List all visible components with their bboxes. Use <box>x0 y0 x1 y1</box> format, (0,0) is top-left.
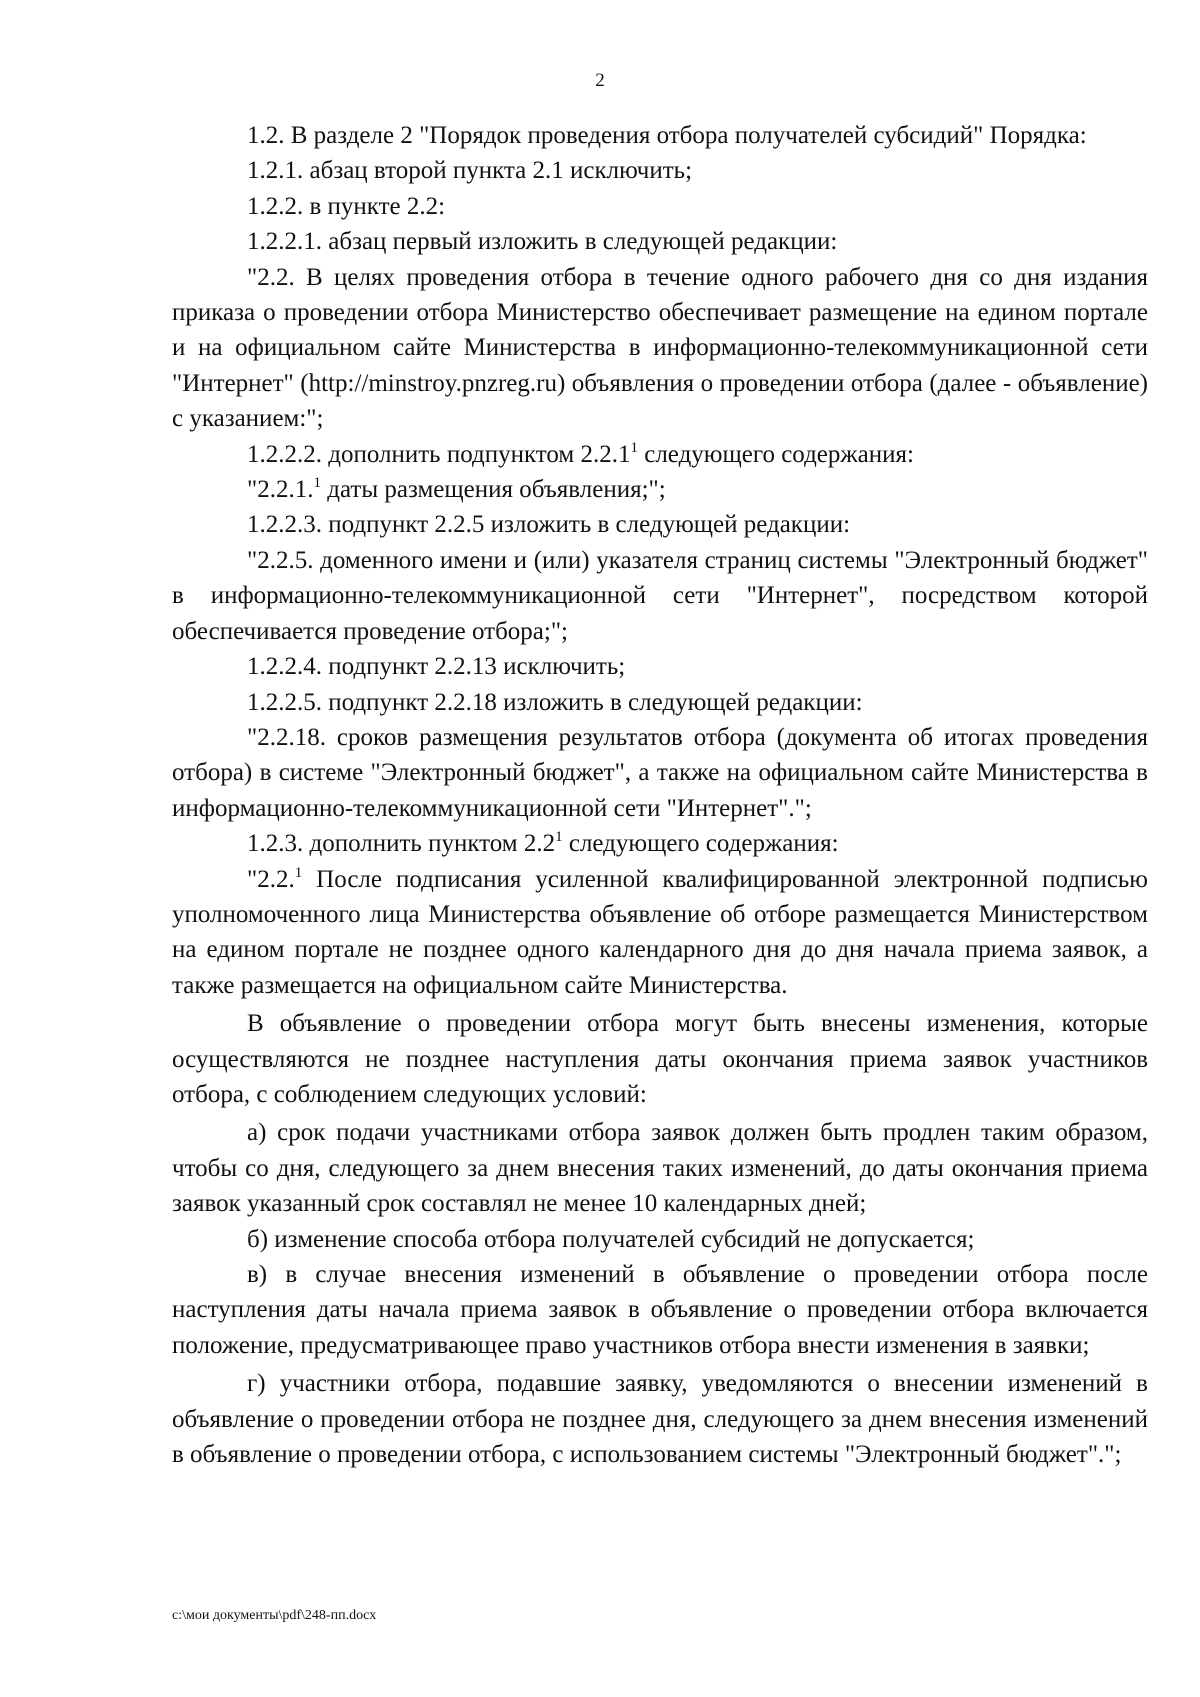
footer-file-path: c:\мои документы\pdf\248-пп.docx <box>172 1608 377 1623</box>
paragraph-1-2: 1.2. В разделе 2 "Порядок проведения отбора получателей субсидий" Порядка: <box>247 122 1087 149</box>
superscript: 1 <box>555 829 563 846</box>
paragraph-item-a: а) срок подачи участниками отбора заявок должен быть продлен таким образом, чтобы со дня, следующего за днем внесения таких изменений, до даты окончания приема заявок указанный срок составлял не менее 10 календарных дней; <box>172 1119 1148 1218</box>
paragraph-text: После подписания усиленной квалифицированной электронной подписью уполномоченного лица Министерства объявление об отборе размещается Министерством на едином портале не позднее одного календарного дня до дня начала приема заявок, а также размещается на официальном сайте Министерства. <box>172 865 1148 999</box>
paragraph-quote-2-2-1-1 <box>172 472 1148 507</box>
paragraph-changes-intro: В объявление о проведении отбора могут быть внесены изменения, которые осуществляются не позднее наступления даты окончания приема заявок участников отбора, с соблюдением следующих условий: <box>172 1010 1148 1108</box>
paragraph-text: даты размещения объявления;"; <box>320 476 666 504</box>
paragraph-text: "2.2. <box>247 865 295 893</box>
paragraph-text: 1.2.3. дополнить пунктом 2.2 <box>247 830 556 858</box>
paragraph-text: 1.2.2.2. дополнить подпунктом 2.2.1 <box>247 440 631 468</box>
paragraph-text: следующего содержания: <box>637 440 914 468</box>
paragraph-1-2-1: 1.2.1. абзац второй пункта 2.1 исключить; <box>247 157 693 185</box>
paragraph-text: "2.2.1. <box>247 476 314 504</box>
paragraph-text: следующего содержания: <box>562 830 839 858</box>
paragraph-1-2-2-5: 1.2.2.5. подпункт 2.2.18 изложить в следующей редакции: <box>247 688 863 716</box>
superscript: 1 <box>630 439 638 456</box>
paragraph-item-g: г) участники отбора, подавшие заявку, уведомляются о внесении изменений в объявление о проведении отбора не позднее дня, следующего за днем внесения изменений в объявление о проведении отбора, с использованием системы "Электронный бюджет"."; <box>172 1370 1148 1469</box>
paragraph-1-2-2: 1.2.2. в пункте 2.2: <box>247 192 446 220</box>
paragraph-1-2-2-2 <box>172 437 1148 472</box>
paragraph-quote-2-2-18: "2.2.18. сроков размещения результатов отбора (документа об итогах проведения отбора) в системе "Электронный бюджет", а также на официальном сайте Министерства в информационно-телекоммуникационной сети "Интернет"."; <box>172 723 1148 822</box>
paragraph-item-v: в) в случае внесения изменений в объявление о проведении отбора после наступления даты начала приема заявок в объявление о проведении отбора включается положение, предусматривающее право участников отбора внести изменения в заявки; <box>172 1261 1148 1359</box>
paragraph-1-2-2-4: 1.2.2.4. подпункт 2.2.13 исключить; <box>247 653 626 681</box>
paragraph-quote-2-2-5: "2.2.5. доменного имени и (или) указателя страниц системы "Электронный бюджет" в информационно-телекоммуникационной сети "Интернет", посредством которой обеспечивается проведение отбора;"; <box>172 546 1148 645</box>
superscript: 1 <box>313 475 321 492</box>
paragraph-1-2-2-3: 1.2.2.3. подпункт 2.2.5 изложить в следующей редакции: <box>247 511 851 539</box>
paragraph-1-2-2-1: 1.2.2.1. абзац первый изложить в следующей редакции: <box>247 228 838 256</box>
paragraph-item-b: б) изменение способа отбора получателей субсидий не допускается; <box>247 1225 975 1253</box>
paragraph-1-2-3 <box>172 826 1148 861</box>
page-number: 2 <box>595 70 605 91</box>
superscript: 1 <box>294 864 303 881</box>
paragraph-quote-2-2: "2.2. В целях проведения отбора в течение одного рабочего дня со дня издания приказа о проведении отбора Министерство обеспечивает размещение на едином портале и на официальном сайте Министерства в информационно-телекоммуникационной сети "Интернет" (http://minstroy.pnzreg.ru) объявления о проведении отбора (далее - объявление) с указанием:"; <box>172 263 1148 433</box>
document-body <box>172 118 1148 1472</box>
paragraph-quote-2-2-1 <box>172 862 1148 1004</box>
